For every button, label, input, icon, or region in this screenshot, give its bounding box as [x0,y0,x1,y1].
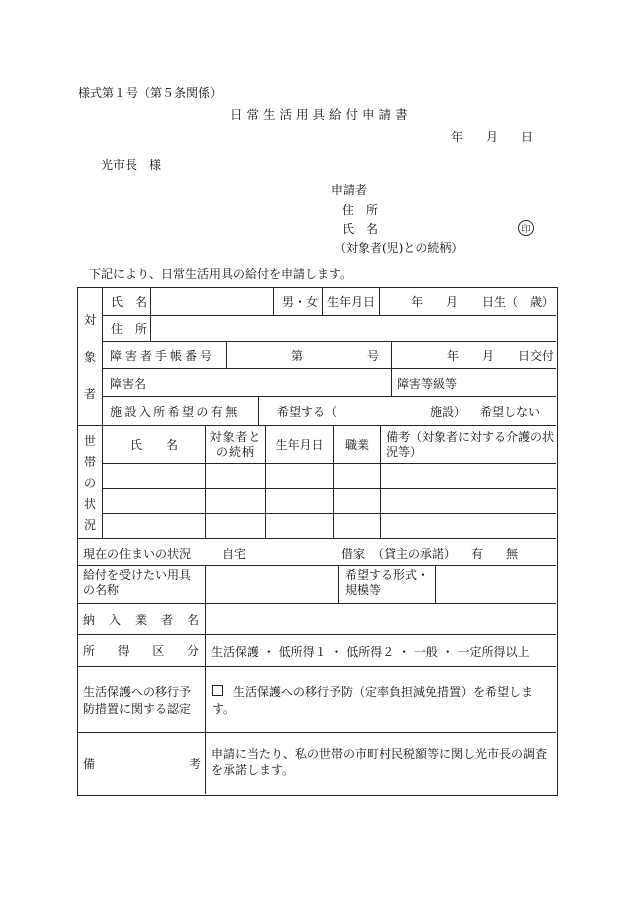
subject-section-label: 対 象 者 [83,313,96,401]
col-name-header: 氏 名 [129,438,178,452]
income-options: 生活保護 ・ 低所得１ ・ 低所得２ ・ 一般 ・ 一定所得以上 [211,645,530,659]
relation-label: （対象者(児)との続柄） [334,241,464,255]
col-dob-header: 生年月日 [275,438,324,452]
item-label: 給付を受けたい用具の名称 [83,568,192,597]
subject-address-label: 住 所 [111,322,148,336]
form-number: 様式第１号（第５条関係） [78,86,223,100]
grade-label: 障害等級等 [397,377,458,391]
facility-label: 施設入所希望の有無 [110,405,240,419]
housing-own: 自宅 [222,547,247,561]
dob-year: 年 [411,295,424,309]
issue-month: 月 [482,349,495,363]
format-label: 希望する形式・規模等 [345,568,430,597]
housing-yes: 有 [471,547,484,561]
date-year-label: 年 [451,130,464,144]
page-title: 日常生活用具給付申請書 [230,107,412,122]
col-relation-header: 対象者との続柄 [209,429,262,459]
issue-day: 日交付 [518,349,555,363]
applicant-address-label: 住 所 [342,203,379,217]
housing-landlord: （貸主の承諾） [372,547,457,561]
facility-close: 施設） [430,405,467,419]
seal-mark: 印 [518,220,534,236]
housing-label: 現在の住まいの状況 [83,547,192,561]
handbook-label: 障害者手帳番号 [110,349,216,363]
disability-label: 障害名 [110,377,147,391]
facility-nowish: 希望しない [480,405,541,419]
household-section-label: 世 帯 の 状 況 [83,433,96,532]
addressee: 光市長 様 [101,158,162,172]
handbook-go: 号 [367,349,380,363]
dob-label: 生年月日 [327,295,376,309]
vendor-label: 納 入 業 者 名 [83,612,199,627]
handbook-dai: 第 [291,349,304,363]
income-label: 所 得 区 分 [83,644,199,658]
applicant-name-label: 氏 名 [342,222,379,236]
prevention-checkbox[interactable] [212,685,223,696]
date-month-label: 月 [486,130,499,144]
remarks-label-left: 備 [83,757,96,771]
issue-year: 年 [447,349,460,363]
sex-options: 男・女 [282,295,319,309]
dob-month: 月 [446,295,459,309]
facility-wish: 希望する（ [277,405,338,419]
housing-no: 無 [506,547,519,561]
col-remarks-header: 備考（対象者に対する介護の状況等） [386,429,555,459]
prevention-option[interactable] [212,684,550,718]
prevention-checkbox-text: 生活保護への移行予防（定率負担減免措置）を希望します。 [212,685,534,716]
remarks-label-right: 考 [189,757,202,771]
remarks-text: 申請に当たり、私の世帯の市町村民税額等に関し光市長の調査を承諾します。 [211,747,548,777]
prevention-label: 生活保護への移行予防措置に関する認定 [83,685,192,716]
dob-day-age: 日生（ 歳） [482,295,555,309]
date-day-label: 日 [521,130,534,144]
intro-text: 下記により、日常生活用具の給付を申請します。 [89,267,353,281]
housing-rent: 借家 [341,547,366,561]
col-job-header: 職業 [344,438,369,452]
applicant-label: 申請者 [331,183,368,197]
subject-name-label: 氏 名 [111,295,148,309]
